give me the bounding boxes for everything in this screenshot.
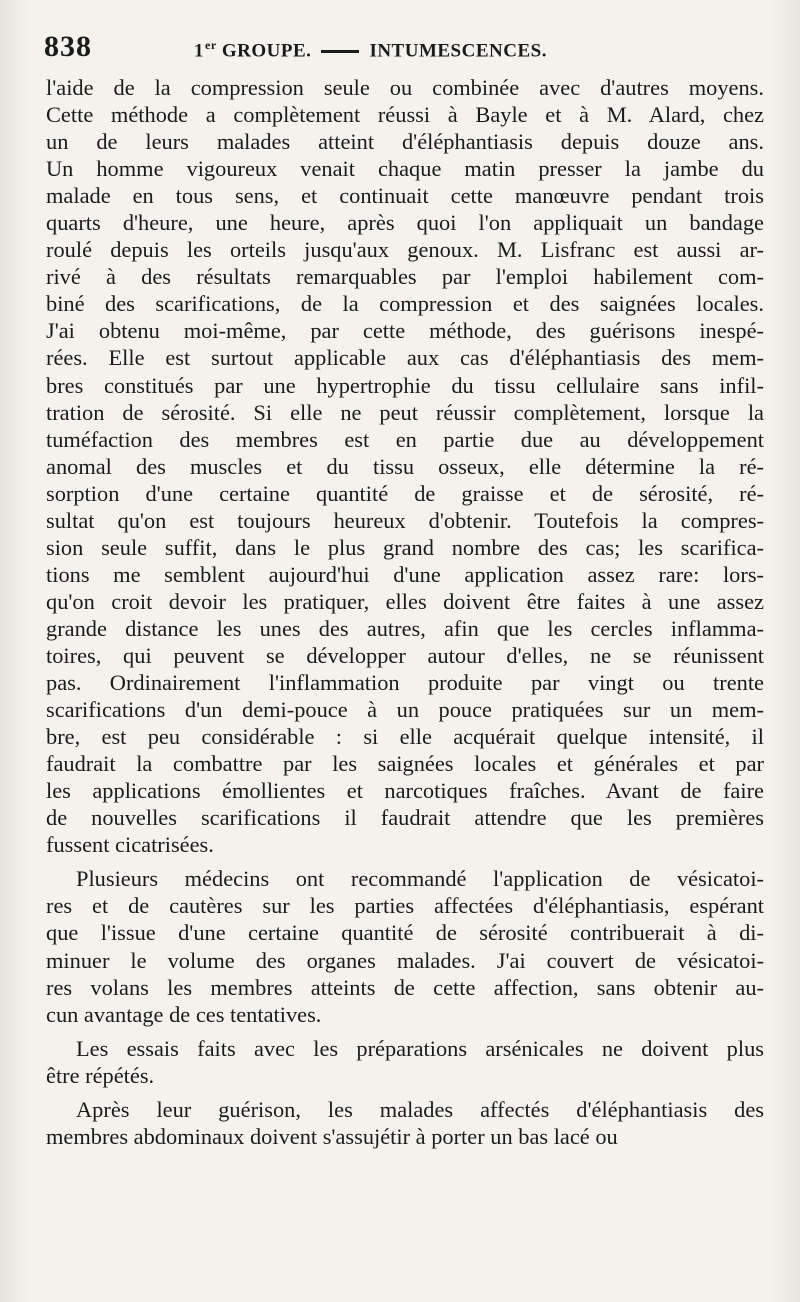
text-line: res et de cautères sur les parties affectées d'éléphantiasis, espérant	[46, 893, 764, 919]
group-ordinal-sup: er	[205, 37, 217, 52]
text-line: Après leur guérison, les malades affectés d'éléphantiasis des	[76, 1096, 764, 1122]
text-line: toires, qui peuvent se développer autour d'elles, ne se réunissent	[46, 642, 764, 668]
text-line: sorption d'une certaine quantité de graisse et de sérosité, ré-	[46, 480, 764, 506]
paragraph	[46, 1035, 764, 1089]
text-line: que l'issue d'une certaine quantité de sérosité contribuerait à di-	[46, 920, 764, 946]
running-head	[194, 38, 547, 62]
text-line: faudrait la combattre par les saignées locales et générales et par	[46, 751, 764, 777]
text-line: Cette méthode a complètement réussi à Bayle et à M. Alard, chez	[46, 102, 764, 128]
text-line: res volans les membres atteints de cette affection, sans obtenir au-	[46, 974, 764, 1000]
text-line: sultat qu'on est toujours heureux d'obtenir. Toutefois la compres-	[46, 507, 764, 533]
section-title: INTUMESCENCES.	[369, 40, 547, 61]
text-line: sion seule suffit, dans le plus grand nombre des cas; les scarifica-	[46, 534, 764, 560]
text-line: bre, est peu considérable : si elle acquérait quelque intensité, il	[46, 724, 764, 750]
page-number: 838	[44, 30, 92, 63]
text-line: fussent cicatrisées.	[46, 832, 214, 858]
group-ordinal: 1	[194, 40, 204, 61]
text-line: un de leurs malades atteint d'éléphantiasis depuis douze ans.	[46, 129, 764, 155]
text-line: rivé à des résultats remarquables par l'emploi habilement com-	[46, 264, 764, 290]
text-line: roulé depuis les orteils jusqu'aux genoux. M. Lisfranc est aussi ar-	[46, 237, 764, 263]
text-line: tuméfaction des membres est en partie due au développement	[46, 426, 764, 452]
text-line: pas. Ordinairement l'inflammation produite par vingt ou trente	[46, 670, 764, 696]
text-line: tions me semblent aujourd'hui d'une application assez rare: lors-	[46, 561, 764, 587]
text-line: Les essais faits avec les préparations arsénicales ne doivent plus	[76, 1035, 764, 1061]
text-line: être répétés.	[46, 1062, 155, 1088]
text-line: membres abdominaux doivent s'assujétir à porter un bas lacé ou	[46, 1123, 618, 1149]
text-line: bres constitués par une hypertrophie du tissu cellulaire sans infil-	[46, 372, 764, 398]
paragraph	[46, 865, 764, 1027]
text-line: de nouvelles scarifications il faudrait attendre que les premières	[46, 805, 764, 831]
header-dash	[321, 50, 359, 53]
group-label: GROUPE.	[221, 40, 312, 61]
text-line: Un homme vigoureux venait chaque matin presser la jambe du	[46, 156, 764, 182]
page-body	[46, 74, 764, 1150]
text-line: qu'on croit devoir les pratiquer, elles doivent être faites à une assez	[46, 588, 764, 614]
text-line: quarts d'heure, une heure, après quoi l'on appliquait un bandage	[46, 210, 764, 236]
text-line: les applications émollientes et narcotiques fraîches. Avant de faire	[46, 778, 764, 804]
text-line: tration de sérosité. Si elle ne peut réussir complètement, lorsque la	[46, 399, 764, 425]
text-line: cun avantage de ces tentatives.	[46, 1001, 322, 1027]
paragraph-gap	[46, 1089, 764, 1096]
paragraph-gap	[46, 1028, 764, 1035]
text-line: l'aide de la compression seule ou combinée avec d'autres moyens.	[46, 75, 764, 100]
text-line: grande distance les unes des autres, afin que les cercles inflamma-	[46, 615, 764, 641]
text-line: Plusieurs médecins ont recommandé l'application de vésicatoi-	[76, 866, 764, 892]
text-line: scarifications d'un demi-pouce à un pouce pratiquées sur un mem-	[46, 697, 764, 723]
text-line: rées. Elle est surtout applicable aux cas d'éléphantiasis des mem-	[46, 345, 764, 371]
text-line: biné des scarifications, de la compression et des saignées locales.	[46, 291, 764, 317]
text-line: anomal des muscles et du tissu osseux, elle détermine la ré-	[46, 453, 764, 479]
paragraph-gap	[46, 858, 764, 865]
page-header	[44, 30, 768, 66]
paragraph	[46, 74, 764, 858]
paragraph	[46, 1096, 764, 1150]
text-line: J'ai obtenu moi-même, par cette méthode, des guérisons inespé-	[46, 318, 764, 344]
text-line: minuer le volume des organes malades. J'ai couvert de vésicatoi-	[46, 947, 764, 973]
text-line: malade en tous sens, et continuait cette manœuvre pendant trois	[46, 183, 764, 209]
